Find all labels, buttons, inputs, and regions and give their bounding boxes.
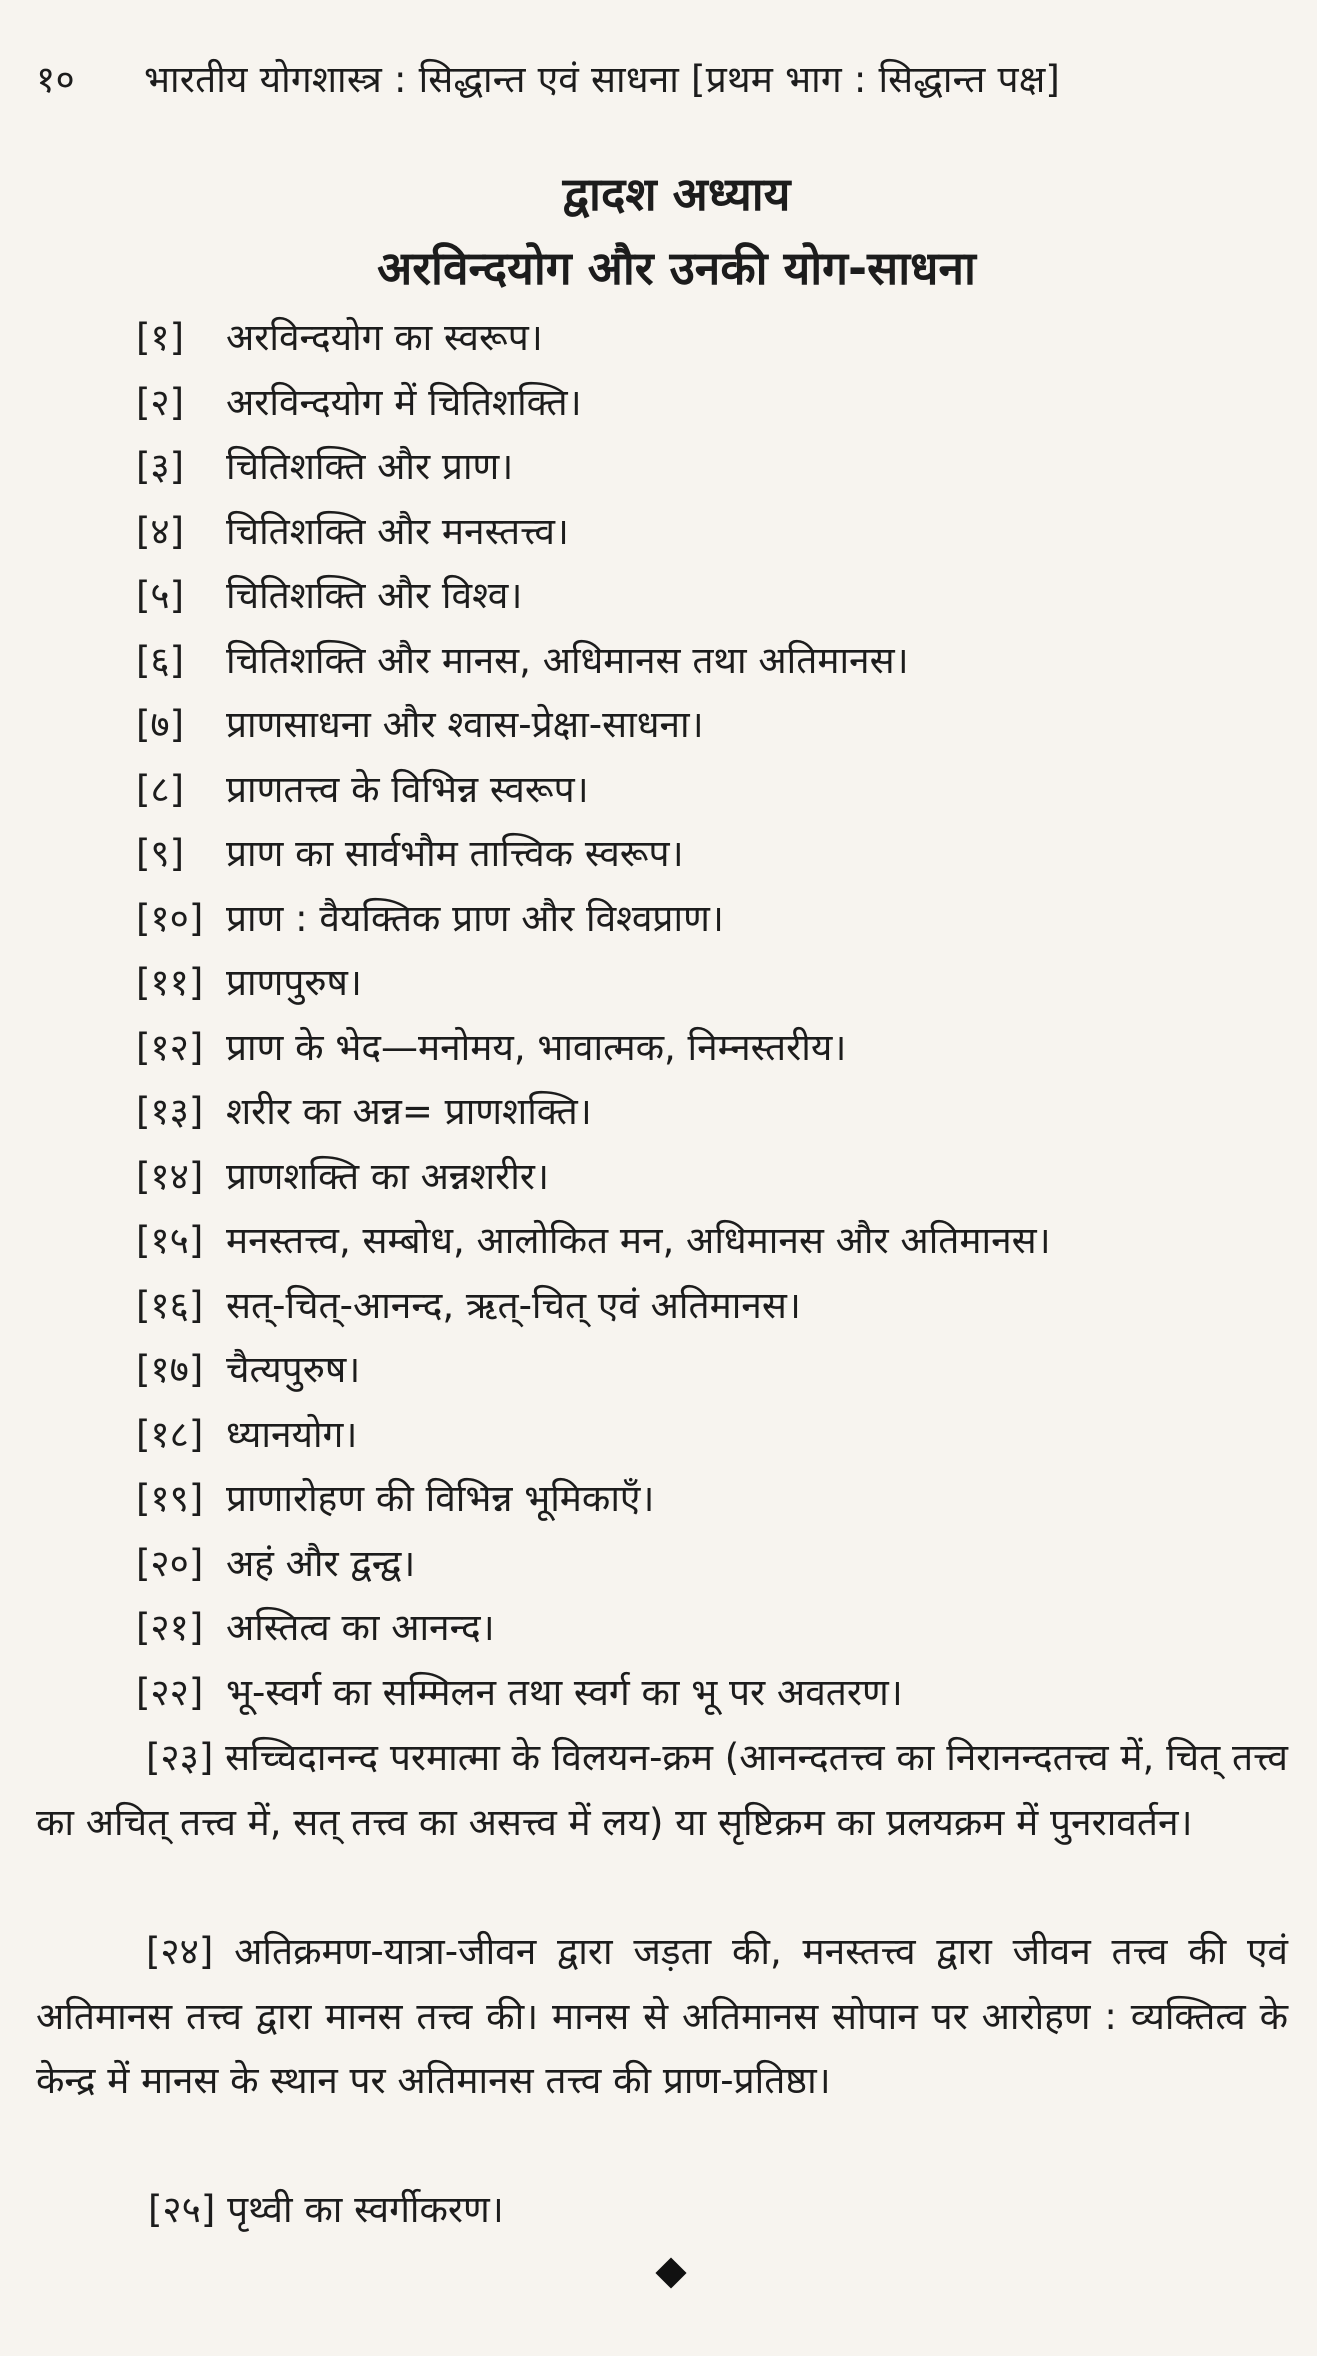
list-item [136, 1145, 1286, 1210]
list-item [136, 951, 1286, 1016]
item-text: प्राण के भेद—मनोमय, भावात्मक, निम्नस्तरीय। [226, 1025, 847, 1069]
item-text: प्राणपुरुष। [226, 961, 362, 1004]
item-number: [४] [136, 509, 185, 553]
list-item [136, 1467, 1286, 1532]
item-number: [७] [136, 703, 185, 746]
item-text: अरविन्दयोग में चितिशक्ति। [226, 380, 582, 424]
item-text: प्राणारोहण की विभिन्न भूमिकाएँ। [226, 1477, 655, 1520]
item-number: [१२] [136, 1025, 204, 1069]
paragraph-item-24 [36, 1920, 1288, 2114]
list-item [136, 1596, 1286, 1661]
item-number: [२१] [136, 1606, 204, 1649]
list-item [136, 1080, 1286, 1145]
item-text: प्राणसाधना और श्वास-प्रेक्षा-साधना। [226, 703, 704, 746]
item-number: [८] [136, 767, 185, 811]
list-item [136, 1209, 1286, 1274]
item-text: चितिशक्ति और प्राण। [226, 445, 514, 488]
item-text: चितिशक्ति और मनस्तत्त्व। [226, 509, 569, 553]
item-number: [३] [136, 445, 185, 488]
list-item [136, 1661, 1286, 1726]
item-text: मनस्तत्त्व, सम्बोध, आलोकित मन, अधिमानस और अतिमानस। [226, 1219, 1051, 1262]
paragraph-item-23 [36, 1726, 1288, 1855]
list-item [136, 564, 1286, 629]
item-text: प्राणतत्त्व के विभिन्न स्वरूप। [226, 767, 589, 811]
chapter-title: अरविन्दयोग और उनकी योग-साधना [377, 241, 976, 295]
diamond-end-ornament-icon [655, 2257, 686, 2288]
item-text: ध्यानयोग। [226, 1412, 358, 1456]
item-number: [१५] [136, 1219, 204, 1262]
list-item [136, 435, 1286, 500]
item-text: प्राणशक्ति का अन्नशरीर। [226, 1154, 549, 1198]
item-number: [१९] [136, 1477, 204, 1520]
item-text: चितिशक्ति और विश्व। [226, 574, 523, 617]
item-number: [१३] [136, 1090, 204, 1133]
running-title: भारतीय योगशास्त्र : सिद्धान्त एवं साधना [प्रथम भाग : सिद्धान्त पक्ष] [144, 58, 1061, 101]
item-text: सच्चिदानन्द परमात्मा के विलयन-क्रम (आनन्दतत्त्व का निरानन्दतत्त्व में, चित् तत्त्व का अचित् तत्त्व में, सत् तत्त्व का असत्त्व में लय) या सृष्टिक्रम का प्रलयक्रम में पुनरावर्तन। [36, 1736, 1288, 1844]
list-item [136, 693, 1286, 758]
item-text: अहं और द्वन्द्व। [226, 1541, 416, 1585]
item-number: [२] [136, 380, 185, 424]
list-item [136, 1532, 1286, 1597]
item-number: [१६] [136, 1283, 204, 1327]
item-text: चितिशक्ति और मानस, अधिमानस तथा अतिमानस। [226, 638, 909, 682]
item-number: [११] [136, 961, 204, 1004]
item-number: [१] [136, 316, 185, 359]
item-number: [१८] [136, 1412, 204, 1456]
item-number: [२५] [148, 2188, 216, 2231]
item-text: पृथ्वी का स्वर्गीकरण। [227, 2188, 504, 2231]
item-text: प्राण : वैयक्तिक प्राण और विश्वप्राण। [226, 896, 724, 940]
item-number: [६] [136, 638, 185, 682]
item-number: [२०] [136, 1541, 204, 1585]
item-text: चैत्यपुरुष। [226, 1348, 361, 1391]
item-text: अरविन्दयोग का स्वरूप। [226, 316, 543, 359]
item-text: शरीर का अन्न= प्राणशक्ति। [226, 1090, 592, 1133]
item-text: प्राण का सार्वभौम तात्त्विक स्वरूप। [226, 832, 684, 875]
list-item-25 [148, 2178, 504, 2243]
item-number: [२२] [136, 1670, 204, 1714]
item-number: [२४] [146, 1930, 214, 1973]
chapter-number: द्वादश अध्याय [562, 167, 791, 221]
list-item [136, 1338, 1286, 1403]
item-text: अस्तित्व का आनन्द। [226, 1606, 495, 1649]
item-number: [५] [136, 574, 185, 617]
item-number: [२३] [146, 1736, 214, 1779]
list-item [136, 500, 1286, 565]
item-text: सत्-चित्-आनन्द, ऋत्-चित् एवं अतिमानस। [226, 1283, 801, 1327]
running-header [36, 52, 1060, 103]
item-text: अतिक्रमण-यात्रा-जीवन द्वारा जड़ता की, मनस्तत्त्व द्वारा जीवन तत्त्व की एवं अतिमानस तत्त्व द्वारा मानस तत्त्व की। मानस से अतिमानस सोपान पर आरोहण : व्यक्तित्व के केन्द्र में मानस के स्थान पर अतिमानस तत्त्व की प्राण-प्रतिष्ठा। [36, 1930, 1288, 2102]
item-number: [१७] [136, 1348, 204, 1391]
item-number: [१४] [136, 1154, 204, 1198]
page-number: १० [36, 58, 75, 101]
list-item [136, 1016, 1286, 1081]
list-item [136, 629, 1286, 694]
list-item [136, 306, 1286, 371]
list-item [136, 887, 1286, 952]
list-item [136, 1403, 1286, 1468]
list-item [136, 758, 1286, 823]
item-text: भू-स्वर्ग का सम्मिलन तथा स्वर्ग का भू पर अवतरण। [226, 1670, 903, 1714]
list-item [136, 1274, 1286, 1339]
list-item [136, 371, 1286, 436]
topic-list [136, 306, 1286, 1725]
list-item [136, 822, 1286, 887]
item-number: [१०] [136, 896, 204, 940]
item-number: [९] [136, 832, 185, 875]
